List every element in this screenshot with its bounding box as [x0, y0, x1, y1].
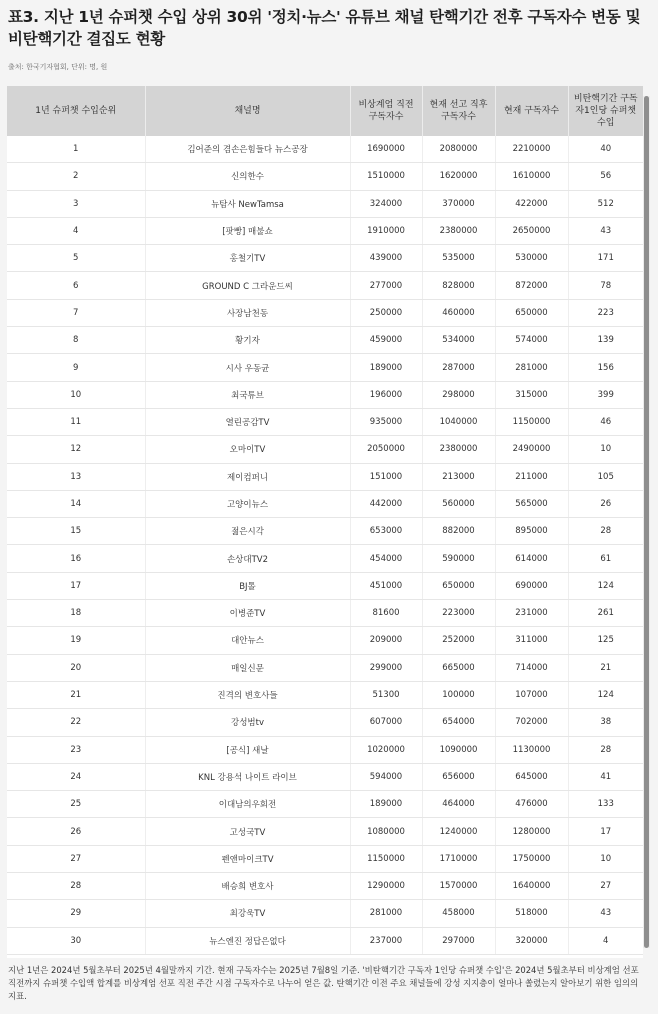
cell-subs-before: 594000: [350, 763, 422, 790]
cell-channel-name: 고성국TV: [145, 818, 350, 845]
cell-channel-name: BJ톨: [145, 572, 350, 599]
table-row: [7, 490, 643, 517]
cell-superchat-per-sub: 40: [568, 136, 643, 163]
cell-superchat-per-sub: 21: [568, 654, 643, 681]
cell-subs-after: 223000: [422, 600, 495, 627]
cell-subs-current: 1280000: [495, 818, 568, 845]
cell-subs-after: 298000: [422, 381, 495, 408]
cell-subs-after: 654000: [422, 709, 495, 736]
cell-subs-before: 189000: [350, 354, 422, 381]
cell-subs-after: 287000: [422, 354, 495, 381]
table-row: [7, 654, 643, 681]
cell-subs-current: 1150000: [495, 408, 568, 435]
cell-subs-before: 439000: [350, 245, 422, 272]
cell-subs-before: 81600: [350, 600, 422, 627]
table-row: [7, 545, 643, 572]
cell-subs-after: 464000: [422, 791, 495, 818]
cell-subs-current: 211000: [495, 463, 568, 490]
cell-superchat-per-sub: 10: [568, 845, 643, 872]
cell-channel-name: 이대남의우회전: [145, 791, 350, 818]
cell-subs-after: 100000: [422, 681, 495, 708]
cell-channel-name: 뉴탐사 NewTamsa: [145, 190, 350, 217]
cell-channel-name: 펜앤마이크TV: [145, 845, 350, 872]
cell-subs-after: 590000: [422, 545, 495, 572]
cell-subs-before: 250000: [350, 299, 422, 326]
cell-superchat-per-sub: 10: [568, 436, 643, 463]
header-subs-after-verdict: 현재 선고 직후구독자수: [422, 86, 495, 136]
cell-subs-before: 51300: [350, 681, 422, 708]
table-row: [7, 217, 643, 244]
cell-subs-after: 1710000: [422, 845, 495, 872]
cell-rank: 24: [7, 763, 145, 790]
cell-subs-after: 882000: [422, 518, 495, 545]
cell-channel-name: 황기자: [145, 327, 350, 354]
cell-rank: 8: [7, 327, 145, 354]
cell-superchat-per-sub: 38: [568, 709, 643, 736]
cell-superchat-per-sub: 28: [568, 736, 643, 763]
cell-subs-current: 530000: [495, 245, 568, 272]
table-row: [7, 845, 643, 872]
cell-subs-current: 645000: [495, 763, 568, 790]
cell-subs-current: 714000: [495, 654, 568, 681]
cell-subs-current: 2210000: [495, 136, 568, 163]
table-row: [7, 327, 643, 354]
table-row: [7, 873, 643, 900]
cell-rank: 2: [7, 163, 145, 190]
cell-subs-before: 299000: [350, 654, 422, 681]
cell-subs-before: 1690000: [350, 136, 422, 163]
cell-superchat-per-sub: 17: [568, 818, 643, 845]
cell-channel-name: 이병준TV: [145, 600, 350, 627]
cell-channel-name: 배승희 변호사: [145, 873, 350, 900]
cell-subs-current: 574000: [495, 327, 568, 354]
cell-subs-after: 460000: [422, 299, 495, 326]
cell-channel-name: 손상대TV2: [145, 545, 350, 572]
table-row: [7, 245, 643, 272]
cell-subs-current: 872000: [495, 272, 568, 299]
table-row: [7, 136, 643, 163]
table-body: [7, 136, 643, 954]
cell-rank: 18: [7, 600, 145, 627]
cell-subs-before: 1080000: [350, 818, 422, 845]
cell-subs-current: 565000: [495, 490, 568, 517]
cell-channel-name: KNL 강용석 나이트 라이브: [145, 763, 350, 790]
cell-rank: 29: [7, 900, 145, 927]
table-row: [7, 681, 643, 708]
cell-rank: 23: [7, 736, 145, 763]
cell-rank: 26: [7, 818, 145, 845]
cell-rank: 7: [7, 299, 145, 326]
cell-rank: 17: [7, 572, 145, 599]
table-row: [7, 163, 643, 190]
cell-superchat-per-sub: 223: [568, 299, 643, 326]
cell-subs-after: 458000: [422, 900, 495, 927]
cell-rank: 15: [7, 518, 145, 545]
cell-subs-current: 315000: [495, 381, 568, 408]
cell-subs-before: 281000: [350, 900, 422, 927]
cell-subs-current: 650000: [495, 299, 568, 326]
cell-subs-current: 895000: [495, 518, 568, 545]
cell-superchat-per-sub: 28: [568, 518, 643, 545]
source-note: 출처: 한국기자협회, 단위: 명, 원: [8, 63, 108, 71]
cell-channel-name: 신의한수: [145, 163, 350, 190]
cell-rank: 13: [7, 463, 145, 490]
cell-subs-before: 459000: [350, 327, 422, 354]
cell-rank: 3: [7, 190, 145, 217]
cell-subs-current: 614000: [495, 545, 568, 572]
cell-rank: 19: [7, 627, 145, 654]
page-title: 표3. 지난 1년 슈퍼챗 수입 상위 30위 '정치·뉴스' 유튜브 채널 탄핵기간 전후 구독자수 변동 및 비탄핵기간 결집도 현황: [8, 8, 641, 48]
cell-superchat-per-sub: 133: [568, 791, 643, 818]
cell-subs-before: 1150000: [350, 845, 422, 872]
cell-channel-name: 김어준의 겸손은힘들다 뉴스공장: [145, 136, 350, 163]
cell-rank: 11: [7, 408, 145, 435]
table-row: [7, 736, 643, 763]
cell-channel-name: 사장남천동: [145, 299, 350, 326]
cell-channel-name: 진격의 변호사들: [145, 681, 350, 708]
cell-subs-before: 935000: [350, 408, 422, 435]
cell-rank: 30: [7, 927, 145, 954]
cell-superchat-per-sub: 27: [568, 873, 643, 900]
cell-subs-current: 107000: [495, 681, 568, 708]
header-channel-name: 채널명: [145, 86, 350, 136]
cell-superchat-per-sub: 399: [568, 381, 643, 408]
cell-subs-after: 1620000: [422, 163, 495, 190]
cell-subs-current: 320000: [495, 927, 568, 954]
cell-rank: 5: [7, 245, 145, 272]
cell-rank: 25: [7, 791, 145, 818]
cell-superchat-per-sub: 105: [568, 463, 643, 490]
table-row: [7, 408, 643, 435]
footnote: 지난 1년은 2024년 5월초부터 2025년 4월말까지 기간. 현재 구독자수는 2025년 7월8일 기준. '비탄핵기간 구독자 1인당 슈퍼챗 수입'은 2024년 5월초부터 비상계엄 선포 직전까지 슈퍼챗 수입액 합계를 비상계엄 선포 직전 주간 시점 구독자수로 나누어 얻은 값. 탄핵기간 이전 주요 채널들에 강성 지지층이 얼마나 쏠렸는지 알아보기 위한 임의의 지표.: [8, 965, 639, 1001]
cell-channel-name: 열린공감TV: [145, 408, 350, 435]
cell-subs-current: 1130000: [495, 736, 568, 763]
header-rank: 1년 슈퍼챗 수입순위: [7, 86, 145, 136]
cell-subs-after: 1090000: [422, 736, 495, 763]
table-row: [7, 436, 643, 463]
cell-superchat-per-sub: 124: [568, 572, 643, 599]
cell-subs-after: 665000: [422, 654, 495, 681]
cell-subs-before: 442000: [350, 490, 422, 517]
cell-subs-after: 534000: [422, 327, 495, 354]
cell-subs-before: 209000: [350, 627, 422, 654]
table-row: [7, 381, 643, 408]
cell-channel-name: [공식] 새날: [145, 736, 350, 763]
cell-rank: 10: [7, 381, 145, 408]
cell-rank: 1: [7, 136, 145, 163]
table-row: [7, 190, 643, 217]
cell-superchat-per-sub: 4: [568, 927, 643, 954]
cell-subs-after: 2080000: [422, 136, 495, 163]
cell-superchat-per-sub: 46: [568, 408, 643, 435]
cell-subs-current: 1750000: [495, 845, 568, 872]
cell-rank: 9: [7, 354, 145, 381]
cell-subs-before: 1510000: [350, 163, 422, 190]
cell-subs-after: 560000: [422, 490, 495, 517]
cell-superchat-per-sub: 125: [568, 627, 643, 654]
cell-channel-name: 강성범tv: [145, 709, 350, 736]
cell-subs-before: 324000: [350, 190, 422, 217]
cell-channel-name: [팟빵] 매불쇼: [145, 217, 350, 244]
cell-subs-current: 690000: [495, 572, 568, 599]
cell-rank: 14: [7, 490, 145, 517]
table-row: [7, 627, 643, 654]
cell-subs-after: 2380000: [422, 436, 495, 463]
cell-subs-current: 231000: [495, 600, 568, 627]
cell-subs-before: 237000: [350, 927, 422, 954]
table-row: [7, 600, 643, 627]
cell-superchat-per-sub: 43: [568, 900, 643, 927]
cell-subs-current: 311000: [495, 627, 568, 654]
cell-subs-before: 1290000: [350, 873, 422, 900]
table-row: [7, 272, 643, 299]
cell-subs-current: 1610000: [495, 163, 568, 190]
cell-subs-before: 277000: [350, 272, 422, 299]
cell-channel-name: 뉴스엔진 정답은없다: [145, 927, 350, 954]
cell-subs-current: 1640000: [495, 873, 568, 900]
cell-subs-current: 2650000: [495, 217, 568, 244]
cell-channel-name: 시사 우동균: [145, 354, 350, 381]
cell-subs-current: 281000: [495, 354, 568, 381]
data-table-container[interactable]: [7, 86, 643, 958]
cell-rank: 22: [7, 709, 145, 736]
cell-subs-current: 518000: [495, 900, 568, 927]
cell-subs-after: 252000: [422, 627, 495, 654]
cell-rank: 20: [7, 654, 145, 681]
cell-rank: 6: [7, 272, 145, 299]
cell-subs-before: 196000: [350, 381, 422, 408]
cell-rank: 27: [7, 845, 145, 872]
cell-subs-after: 1040000: [422, 408, 495, 435]
cell-subs-after: 2380000: [422, 217, 495, 244]
cell-subs-current: 2490000: [495, 436, 568, 463]
table-row: [7, 299, 643, 326]
cell-superchat-per-sub: 156: [568, 354, 643, 381]
scrollbar-thumb[interactable]: [644, 96, 649, 948]
cell-subs-before: 151000: [350, 463, 422, 490]
cell-channel-name: 매일신문: [145, 654, 350, 681]
cell-subs-before: 189000: [350, 791, 422, 818]
header-subs-before-martial-law: 비상계엄 직전 구독자수: [350, 86, 422, 136]
table-row: [7, 927, 643, 954]
cell-subs-after: 650000: [422, 572, 495, 599]
cell-channel-name: 젊은시각: [145, 518, 350, 545]
cell-superchat-per-sub: 124: [568, 681, 643, 708]
cell-channel-name: 고양이뉴스: [145, 490, 350, 517]
table-row: [7, 518, 643, 545]
cell-superchat-per-sub: 56: [568, 163, 643, 190]
table-row: [7, 709, 643, 736]
table-row: [7, 791, 643, 818]
cell-channel-name: 홍철기TV: [145, 245, 350, 272]
cell-superchat-per-sub: 139: [568, 327, 643, 354]
cell-rank: 16: [7, 545, 145, 572]
cell-subs-after: 656000: [422, 763, 495, 790]
cell-superchat-per-sub: 171: [568, 245, 643, 272]
cell-subs-current: 702000: [495, 709, 568, 736]
cell-superchat-per-sub: 61: [568, 545, 643, 572]
cell-subs-after: 1240000: [422, 818, 495, 845]
cell-subs-after: 370000: [422, 190, 495, 217]
table-row: [7, 572, 643, 599]
cell-superchat-per-sub: 261: [568, 600, 643, 627]
cell-subs-before: 451000: [350, 572, 422, 599]
cell-subs-after: 297000: [422, 927, 495, 954]
table-row: [7, 900, 643, 927]
cell-superchat-per-sub: 512: [568, 190, 643, 217]
cell-channel-name: 대안뉴스: [145, 627, 350, 654]
cell-rank: 12: [7, 436, 145, 463]
cell-channel-name: 제이컴퍼니: [145, 463, 350, 490]
cell-rank: 28: [7, 873, 145, 900]
cell-channel-name: 오마이TV: [145, 436, 350, 463]
cell-rank: 4: [7, 217, 145, 244]
cell-subs-before: 607000: [350, 709, 422, 736]
cell-subs-after: 1570000: [422, 873, 495, 900]
cell-subs-current: 422000: [495, 190, 568, 217]
cell-superchat-per-sub: 43: [568, 217, 643, 244]
header-subs-current: 현재 구독자수: [495, 86, 568, 136]
table-row: [7, 463, 643, 490]
table-row: [7, 763, 643, 790]
cell-superchat-per-sub: 78: [568, 272, 643, 299]
cell-channel-name: 최강욱TV: [145, 900, 350, 927]
cell-rank: 21: [7, 681, 145, 708]
table-row: [7, 818, 643, 845]
header-superchat-per-sub: 비탄핵기간 구독자1인당 슈퍼챗 수입: [568, 86, 643, 136]
cell-channel-name: GROUND C 그라운드씨: [145, 272, 350, 299]
cell-subs-before: 454000: [350, 545, 422, 572]
cell-superchat-per-sub: 26: [568, 490, 643, 517]
cell-subs-after: 828000: [422, 272, 495, 299]
cell-superchat-per-sub: 41: [568, 763, 643, 790]
cell-subs-current: 476000: [495, 791, 568, 818]
cell-subs-before: 653000: [350, 518, 422, 545]
cell-subs-after: 213000: [422, 463, 495, 490]
cell-subs-after: 535000: [422, 245, 495, 272]
table-header-row: [7, 86, 643, 136]
cell-subs-before: 1910000: [350, 217, 422, 244]
table-row: [7, 354, 643, 381]
cell-subs-before: 1020000: [350, 736, 422, 763]
cell-channel-name: 최국튜브: [145, 381, 350, 408]
cell-subs-before: 2050000: [350, 436, 422, 463]
data-table: [7, 86, 643, 955]
